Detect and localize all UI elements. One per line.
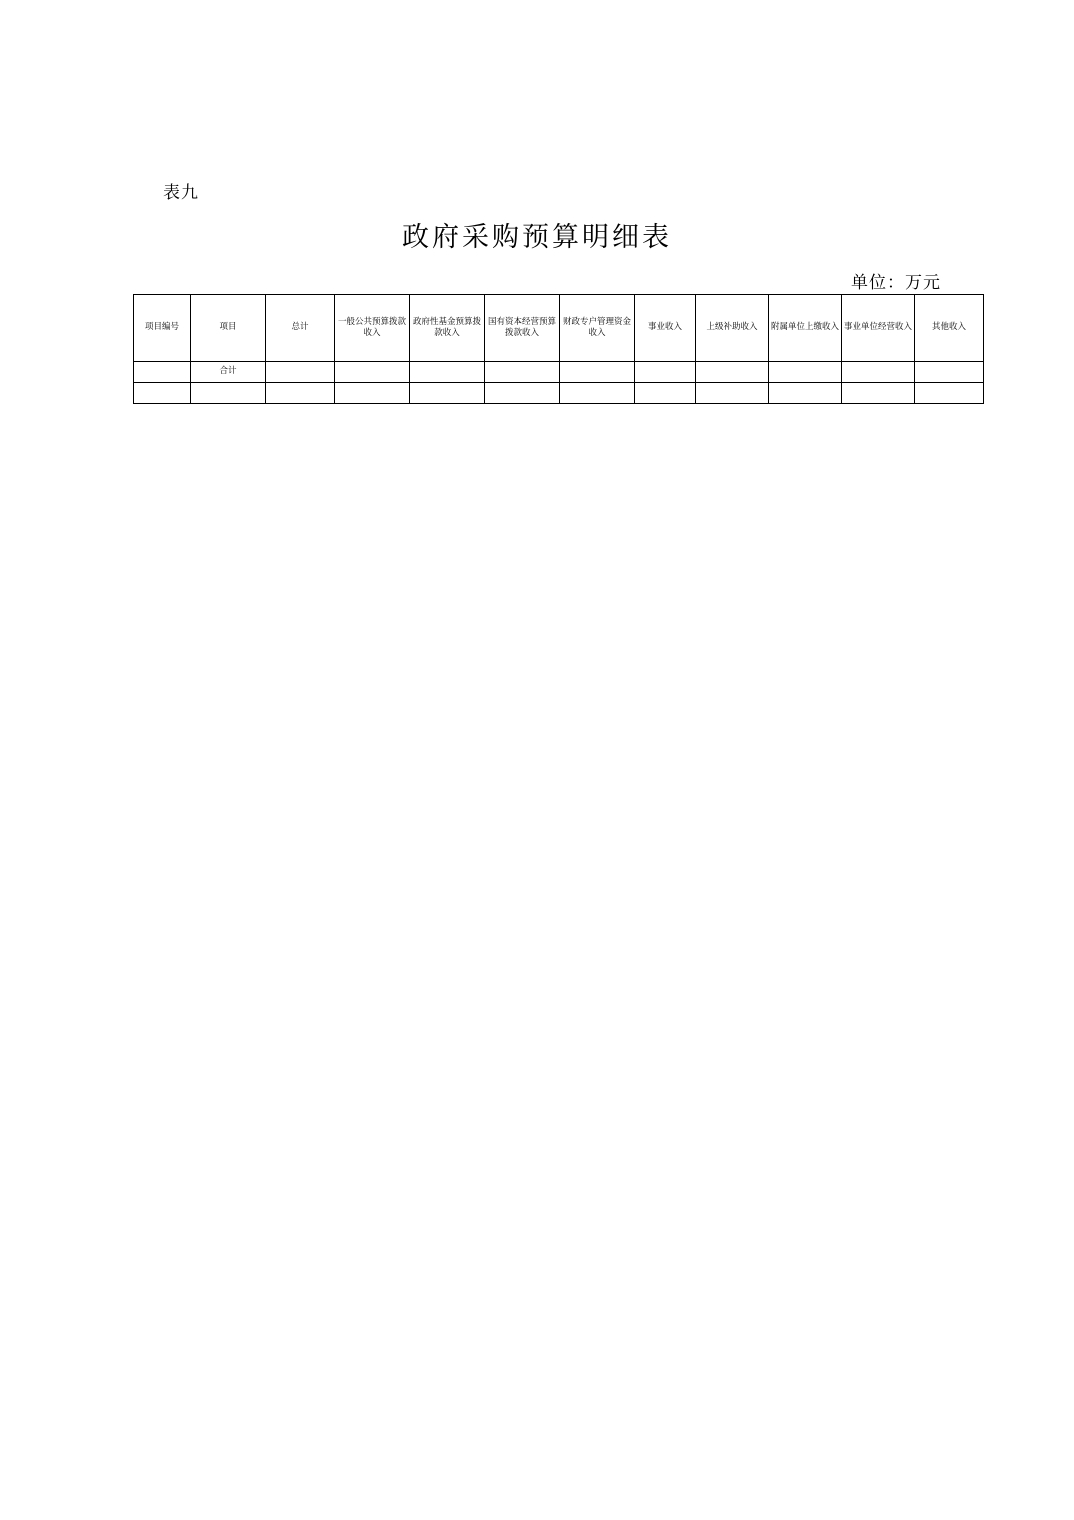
column-header-project: 项目 (191, 295, 266, 362)
page-title: 政府采购预算明细表 (402, 222, 672, 253)
cell-business-income (635, 383, 696, 404)
cell-state-capital-budget (485, 362, 560, 383)
cell-total (266, 383, 335, 404)
column-header-business-income: 事业收入 (635, 295, 696, 362)
cell-general-public-budget (335, 383, 410, 404)
column-header-state-capital-budget: 国有资本经营预算拨款收入 (485, 295, 560, 362)
table-header (134, 295, 984, 362)
column-header-fiscal-account-funds: 财政专户管理资金收入 (560, 295, 635, 362)
cell-other-income (915, 383, 984, 404)
cell-project (191, 383, 266, 404)
table-label: 表九 (163, 183, 199, 203)
table-row (134, 362, 984, 383)
table-body (134, 362, 984, 404)
cell-institution-operating-income (842, 362, 915, 383)
column-header-total: 总计 (266, 295, 335, 362)
cell-project-code (134, 362, 191, 383)
cell-business-income (635, 362, 696, 383)
cell-fiscal-account-funds (560, 383, 635, 404)
column-header-general-public-budget: 一般公共预算拨款收入 (335, 295, 410, 362)
table-row (134, 383, 984, 404)
cell-fiscal-account-funds (560, 362, 635, 383)
cell-subordinate-payment-income (769, 383, 842, 404)
cell-other-income (915, 362, 984, 383)
column-header-other-income: 其他收入 (915, 295, 984, 362)
cell-project-code (134, 383, 191, 404)
cell-project: 合计 (191, 362, 266, 383)
cell-institution-operating-income (842, 383, 915, 404)
table-header-row (134, 295, 984, 362)
cell-superior-subsidy-income (696, 383, 769, 404)
budget-table-container (133, 294, 966, 404)
column-header-project-code: 项目编号 (134, 295, 191, 362)
cell-government-fund-budget (410, 362, 485, 383)
cell-general-public-budget (335, 362, 410, 383)
cell-government-fund-budget (410, 383, 485, 404)
cell-subordinate-payment-income (769, 362, 842, 383)
cell-superior-subsidy-income (696, 362, 769, 383)
cell-total (266, 362, 335, 383)
government-procurement-budget-table (133, 294, 984, 404)
column-header-subordinate-payment-income: 附属单位上缴收入 (769, 295, 842, 362)
cell-state-capital-budget (485, 383, 560, 404)
column-header-superior-subsidy-income: 上级补助收入 (696, 295, 769, 362)
column-header-government-fund-budget: 政府性基金预算拨款收入 (410, 295, 485, 362)
column-header-institution-operating-income: 事业单位经营收入 (842, 295, 915, 362)
unit-note: 单位：万元 (851, 273, 941, 293)
